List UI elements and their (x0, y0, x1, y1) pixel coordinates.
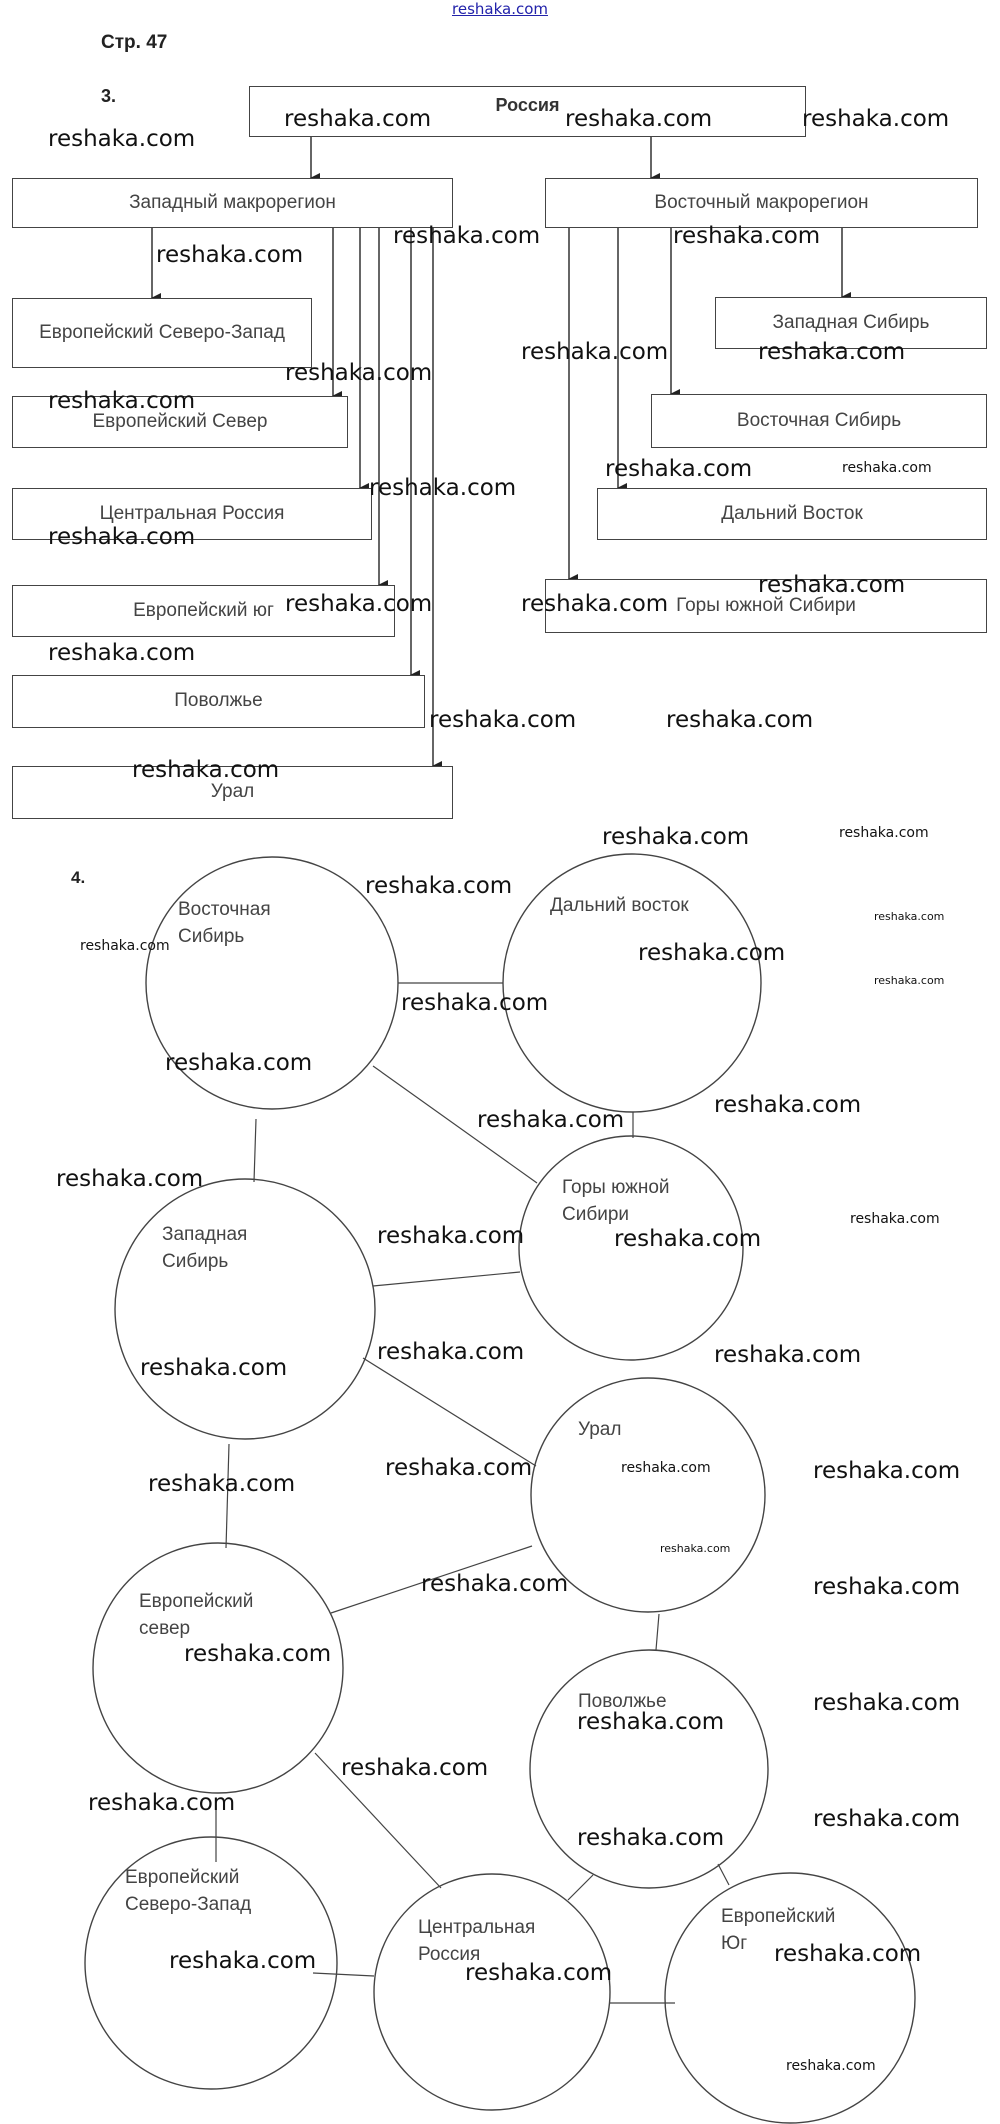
link-esib-wsib (254, 1119, 256, 1182)
label-far-east: Дальний восток (550, 895, 689, 916)
label-european-northwest: Европейский Северо-Запад (125, 1867, 252, 1915)
watermark: reshaka.com (521, 591, 669, 617)
watermark: reshaka.com (621, 1460, 711, 1476)
circle-west-siberia (115, 1179, 375, 1439)
watermark: reshaka.com (385, 1455, 533, 1481)
watermark: reshaka.com (169, 1948, 317, 1974)
watermark: reshaka.com (284, 106, 432, 132)
watermark: reshaka.com (132, 757, 280, 783)
watermark: reshaka.com (714, 1342, 862, 1368)
watermark: reshaka.com (605, 456, 753, 482)
box-volga: Поволжье (12, 675, 425, 728)
circle-european-north (93, 1543, 343, 1793)
task4-number: 4. (71, 868, 86, 887)
watermark: reshaka.com (839, 825, 929, 841)
task3-number: 3. (101, 86, 117, 106)
watermark: reshaka.com (365, 873, 513, 899)
watermark: reshaka.com (577, 1825, 725, 1851)
box-european-south: Европейский юг (12, 585, 395, 637)
box-south-siberia-mountains: Горы южной Сибири (545, 579, 987, 633)
box-ural: Урал (12, 766, 453, 819)
watermark: reshaka.com (48, 126, 196, 152)
watermark: reshaka.com (421, 1571, 569, 1597)
link-wsib-mountains (373, 1272, 520, 1286)
watermark: reshaka.com (48, 640, 196, 666)
watermark: reshaka.com (393, 223, 541, 249)
watermark: reshaka.com (660, 1542, 731, 1555)
watermark: reshaka.com (638, 940, 786, 966)
watermark: reshaka.com (184, 1641, 332, 1667)
label-volga: Поволжье (578, 1691, 667, 1712)
watermark: reshaka.com (48, 524, 196, 550)
box-european-north: Европейский Север (12, 396, 348, 448)
link-ural-volga (656, 1614, 659, 1650)
circle-central-russia (374, 1874, 613, 2110)
watermark: reshaka.com (874, 910, 945, 923)
label-east-siberia: Восточная Сибирь (178, 899, 271, 947)
label-west-siberia: Западная Сибирь (162, 1224, 248, 1272)
watermark: reshaka.com (565, 106, 713, 132)
watermark: reshaka.com (714, 1092, 862, 1118)
watermark: reshaka.com (666, 707, 814, 733)
watermark: reshaka.com (148, 1471, 296, 1497)
watermark: reshaka.com (377, 1339, 525, 1365)
watermark: reshaka.com (165, 1050, 313, 1076)
watermark: reshaka.com (850, 1211, 940, 1227)
label-mountains: Горы южной Сибири (562, 1177, 670, 1225)
watermark: reshaka.com (521, 339, 669, 365)
watermark: reshaka.com (758, 572, 906, 598)
box-russia: Россия (249, 86, 806, 137)
watermark: reshaka.com (614, 1226, 762, 1252)
watermark: reshaka.com (48, 388, 196, 414)
watermark: reshaka.com (140, 1355, 288, 1381)
watermark: reshaka.com (813, 1690, 961, 1716)
box-central-russia: Центральная Россия (12, 488, 372, 540)
watermark: reshaka.com (842, 460, 932, 476)
box-east-siberia: Восточная Сибирь (651, 394, 987, 448)
watermark: reshaka.com (673, 223, 821, 249)
link-wsib-ural (363, 1358, 536, 1466)
watermark: reshaka.com (602, 824, 750, 850)
label-central-russia: Центральная Россия (418, 1917, 536, 1965)
label-european-north: Европейский север (139, 1591, 254, 1639)
watermark: reshaka.com (429, 707, 577, 733)
watermark: reshaka.com (156, 242, 304, 268)
watermark: reshaka.com (285, 591, 433, 617)
watermark: reshaka.com (802, 106, 950, 132)
link-volga-central (568, 1875, 593, 1900)
watermark: reshaka.com (369, 475, 517, 501)
watermark: reshaka.com (377, 1223, 525, 1249)
label-ural: Урал (578, 1419, 622, 1440)
circle-volga (530, 1650, 768, 1888)
box-far-east: Дальний Восток (597, 488, 987, 540)
watermark: reshaka.com (774, 1941, 922, 1967)
watermark: reshaka.com (477, 1107, 625, 1133)
box-west-siberia: Западная Сибирь (715, 297, 987, 349)
box-european-northwest: Европейский Северо-Запад (12, 298, 312, 368)
watermark: reshaka.com (88, 1790, 236, 1816)
watermark: reshaka.com (80, 938, 170, 954)
link-volga-esouth (718, 1864, 729, 1885)
label-european-south: Европейский Юг (721, 1906, 836, 1954)
watermark: reshaka.com (465, 1960, 613, 1986)
box-east-macroregion: Восточный макрорегион (545, 178, 978, 228)
site-link[interactable]: reshaka.com (452, 0, 548, 18)
watermark: reshaka.com (874, 974, 945, 987)
watermark: reshaka.com (813, 1574, 961, 1600)
watermark: reshaka.com (813, 1806, 961, 1832)
watermark: reshaka.com (758, 339, 906, 365)
watermark: reshaka.com (577, 1709, 725, 1735)
watermark: reshaka.com (786, 2058, 876, 2074)
box-west-macroregion: Западный макрорегион (12, 178, 453, 228)
page-label: Стр. 47 (101, 32, 168, 53)
link-nw-central (313, 1973, 374, 1976)
watermark: reshaka.com (813, 1458, 961, 1484)
watermark: reshaka.com (285, 360, 433, 386)
watermark: reshaka.com (56, 1166, 204, 1192)
watermark: reshaka.com (341, 1755, 489, 1781)
watermark: reshaka.com (401, 990, 549, 1016)
